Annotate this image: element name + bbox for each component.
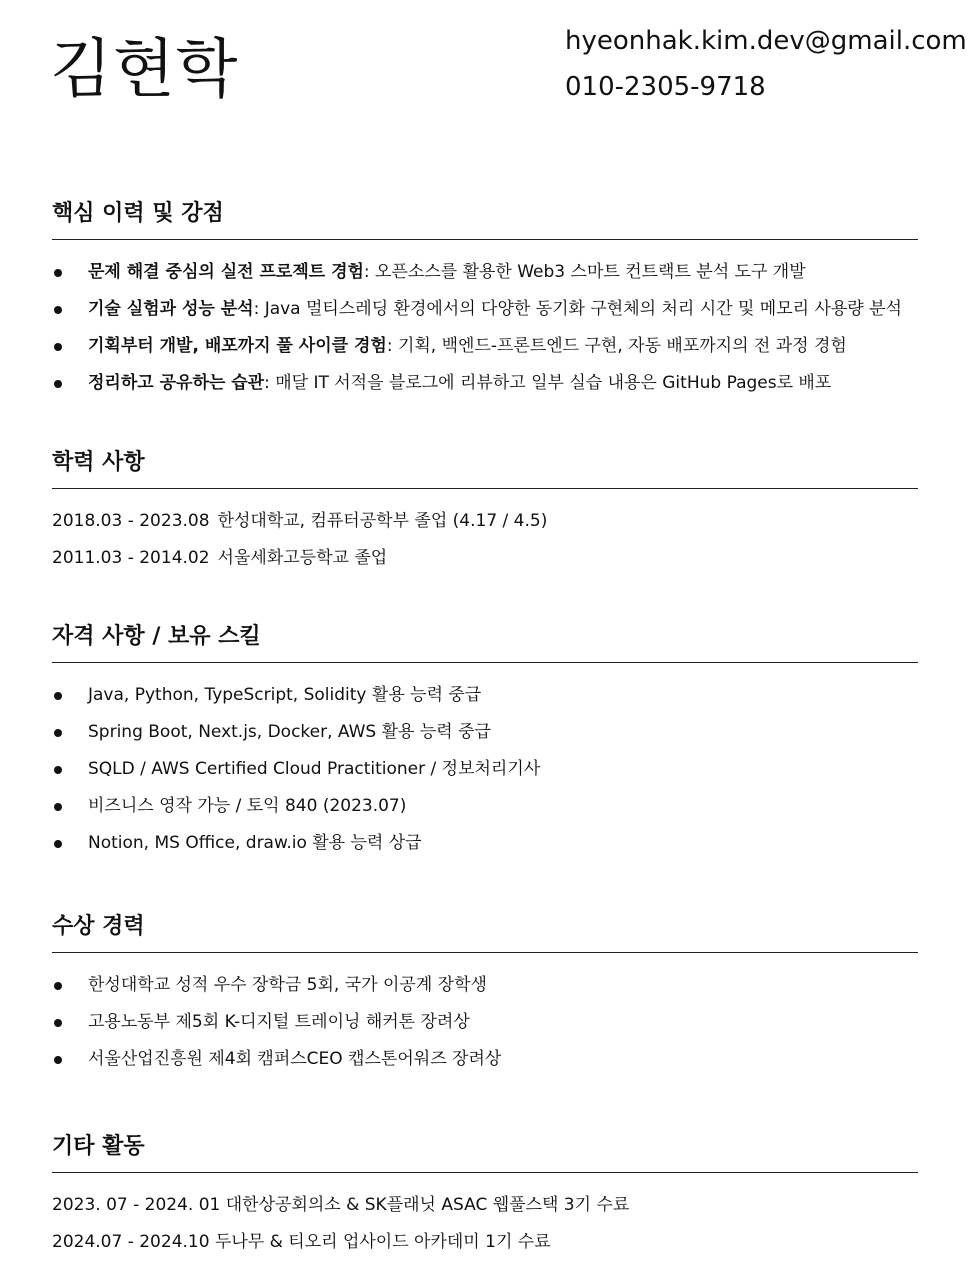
list-item: 2023. 07 - 2024. 01 대한상공회의소 & SK플래닛 ASAC 웹풀스택 3기 수료 [52,1195,630,1215]
section-title: 기타 활동 [52,1132,918,1173]
skills-section [52,622,918,862]
strengths-list [52,254,918,402]
list-item [52,1004,918,1041]
list-item [52,825,918,862]
list-item [52,503,918,540]
awards-list [52,967,918,1078]
bullet-icon [54,1056,62,1064]
period-text: 2011.03 - 2014.02 [52,548,210,568]
item-highlight: 기획부터 개발, 배포까지 풀 사이클 경험 [88,336,387,356]
item-text: Spring Boot, Next.js, Docker, AWS 활용 능력 중급 [88,722,491,742]
name-heading: 김현학 [50,33,239,107]
list-item: 2024.07 - 2024.10 두나무 & 티오리 업사이드 아카데미 1기 수료 [52,1232,551,1252]
section-title: 핵심 이력 및 강점 [52,199,918,240]
activities-list [52,1187,918,1261]
item-text: 비즈니스 영작 가능 / 토익 840 (2023.07) [88,796,407,816]
list-item [52,291,918,328]
strengths-section [52,199,918,402]
bullet-icon [54,692,62,700]
item-highlight: 정리하고 공유하는 습관 [88,373,265,393]
bullet-icon [54,269,62,277]
item-text: Notion, MS Office, draw.io 활용 능력 상급 [88,833,422,853]
item-text: 한성대학교 성적 우수 장학금 5회, 국가 이공계 장학생 [88,975,487,995]
awards-section [52,912,918,1078]
contact-info [565,18,967,110]
item-text: 서울세화고등학교 졸업 [217,548,388,568]
list-item [52,967,918,1004]
bullet-icon [54,766,62,774]
item-text: 고용노동부 제5회 K-디지털 트레이닝 해커톤 장려상 [88,1012,470,1032]
phone-text: 010-2305-9718 [565,72,766,102]
bullet-icon [54,1019,62,1027]
education-list [52,503,918,577]
item-text: : 매달 IT 서적을 블로그에 리뷰하고 일부 실습 내용은 GitHub Pages로 배포 [264,373,832,393]
list-item [52,751,918,788]
list-item [52,714,918,751]
section-title: 수상 경력 [52,912,918,953]
bullet-icon [54,306,62,314]
bullet-icon [54,380,62,388]
list-item [52,788,918,825]
education-section [52,448,918,577]
section-title: 학력 사항 [52,448,918,489]
item-text: 서울산업진흥원 제4회 캠퍼스CEO 캡스톤어워즈 장려상 [88,1049,502,1069]
list-item [52,328,918,365]
period-text: 2018.03 - 2023.08 [52,511,210,531]
item-highlight: 문제 해결 중심의 실전 프로젝트 경험 [88,262,364,282]
list-item [52,1041,918,1078]
section-title: 자격 사항 / 보유 스킬 [52,622,918,663]
item-text: 한성대학교, 컴퓨터공학부 졸업 (4.17 / 4.5) [217,511,548,531]
item-text: : 기획, 백엔드-프론트엔드 구현, 자동 배포까지의 전 과정 경험 [386,336,847,356]
list-item [52,254,918,291]
bullet-icon [54,803,62,811]
list-item [52,365,918,402]
bullet-icon [54,729,62,737]
bullet-icon [54,343,62,351]
email-text: hyeonhak.kim.dev@gmail.com [565,26,967,56]
activities-section [52,1132,918,1261]
item-text: : 오픈소스를 활용한 Web3 스마트 컨트랙트 분석 도구 개발 [363,262,806,282]
item-text: : Java 멀티스레딩 환경에서의 다양한 동기화 구현체의 처리 시간 및 메모리 사용량 분석 [253,299,902,319]
item-text: Java, Python, TypeScript, Solidity 활용 능력 중급 [88,685,482,705]
item-text: SQLD / AWS Certified Cloud Practitioner / 정보처리기사 [88,759,541,779]
skills-list [52,677,918,862]
list-item [52,540,918,577]
bullet-icon [54,982,62,990]
item-highlight: 기술 실험과 성능 분석 [88,299,254,319]
bullet-icon [54,840,62,848]
list-item [52,677,918,714]
